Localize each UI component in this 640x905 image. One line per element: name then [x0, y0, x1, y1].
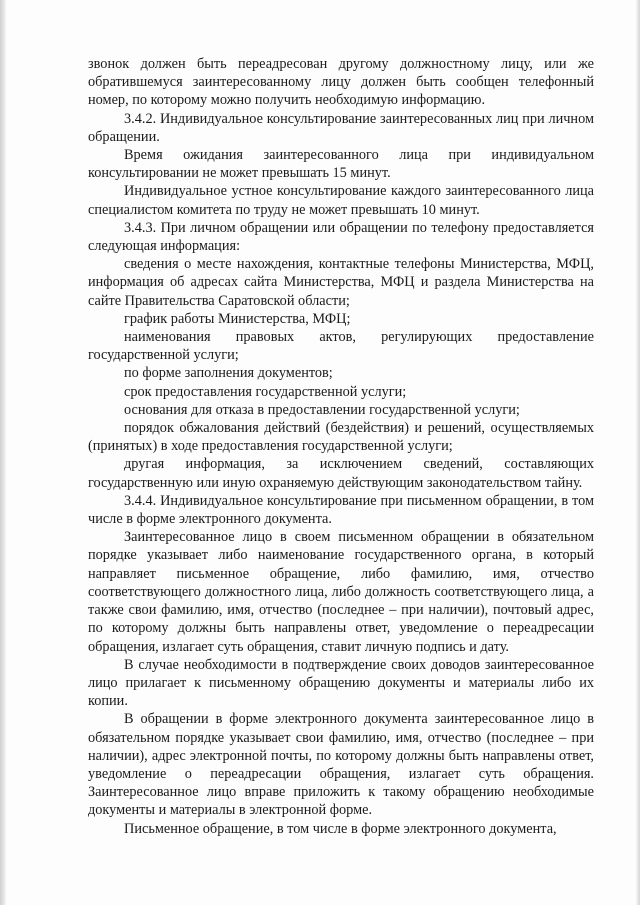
- paragraph: Заинтересованное лицо в своем письменном обращении в обязательном порядке указывает либо наименование государственного органа, в который направляет письменное обращение, либо фамилию, имя, отчество соответствующего должностного лица, либо должность соответствующего лица, а также свои фамилию, имя, отчество (последнее – при наличии), почтовый адрес, по которому должны быть направлены ответ, уведомление о переадресации обращения, излагает суть обращения, ставит личную подпись и дату.: [88, 529, 594, 655]
- list-item: основания для отказа в предоставлении государственной услуги;: [124, 401, 520, 418]
- section-heading-3-4-2: 3.4.2. Индивидуальное консультирование заинтересованных лиц при личном обращении.: [88, 110, 594, 145]
- list-item: сведения о месте нахождения, контактные телефоны Министерства, МФЦ, информация об адресах сайта Министерства, МФЦ и раздела Министерства на сайте Правительства Саратовской области;: [88, 256, 594, 309]
- list-item: график работы Министерства, МФЦ;: [124, 310, 351, 327]
- scan-edge-right: [636, 0, 640, 905]
- list-item: по форме заполнения документов;: [124, 365, 333, 382]
- paragraph-truncated: Письменное обращение, в том числе в форме электронного документа,: [124, 820, 557, 837]
- paragraph: Время ожидания заинтересованного лица при индивидуальном консультировании не может превышать 15 минут.: [88, 147, 594, 182]
- scan-edge-left: [0, 0, 6, 905]
- paragraph-continuation: звонок должен быть переадресован другому должностному лицу, или же обратившемуся заинтересованному лицу должен быть сообщен телефонный номер, по которому можно получить необходимую информацию.: [88, 56, 594, 109]
- list-item: порядок обжалования действий (бездействия) и решений, осуществляемых (принятых) в ходе предоставления государственной услуги;: [88, 420, 594, 455]
- paragraph: В обращении в форме электронного документа заинтересованное лицо в обязательном порядке указывает свои фамилию, имя, отчество (последнее – при наличии), адрес электронной почты, по которому должны быть направлены ответ, уведомление о переадресации обращения, излагает суть обращения. Заинтересованное лицо вправе приложить к такому обращению необходимые документы и материалы в электронной форме.: [88, 711, 594, 819]
- paragraph: Индивидуальное устное консультирование каждого заинтересованного лица специалистом комитета по труду не может превышать 10 минут.: [88, 183, 594, 218]
- paragraph: В случае необходимости в подтверждение своих доводов заинтересованное лицо прилагает к письменному обращению документы и материалы либо их копии.: [88, 656, 594, 710]
- section-heading-3-4-4: 3.4.4. Индивидуальное консультирование при письменном обращении, в том числе в форме электронного документа.: [88, 492, 594, 528]
- section-heading-3-4-3: 3.4.3. При личном обращении или обращении по телефону предоставляется следующая информация:: [88, 219, 594, 255]
- document-body: [88, 55, 594, 838]
- list-item: срок предоставления государственной услуги;: [124, 383, 407, 400]
- list-item: наименования правовых актов, регулирующих предоставление государственной услуги;: [88, 329, 594, 364]
- list-item: другая информация, за исключением сведений, составляющих государственную или иную охраняемую действующим законодательством тайну.: [88, 456, 594, 491]
